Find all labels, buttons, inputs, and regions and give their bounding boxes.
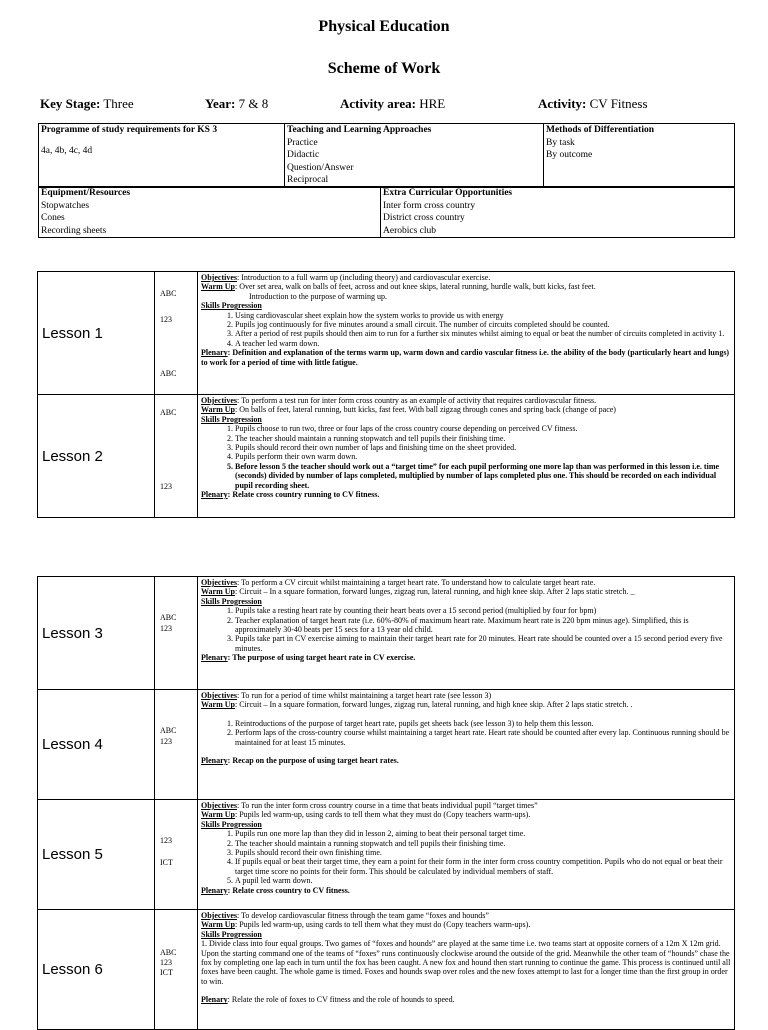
lesson-code: ABC — [160, 289, 177, 298]
skills-list — [201, 719, 731, 747]
skills-item: 1. Reintroductions of the purpose of target heart rate, pupils get sheets back (see lesson 3) to help them this lesson. — [235, 719, 731, 728]
methods-cell — [544, 124, 735, 188]
skills-item: 4. If pupils equal or beat their target time, they earn a point for their form in the inter form cross country competition. Pupils who do not equal or beat their target time score no points for their form. This should be calculated by individual members of staff. — [235, 857, 731, 876]
warm-up-label: Warm Up — [201, 587, 235, 597]
plenary-text: : Recap on the purpose of using target heart rates. — [227, 756, 399, 766]
lesson-code: ABC — [160, 613, 177, 622]
skills-label: Skills Progression — [201, 596, 262, 606]
warm-up-label: Warm Up — [201, 405, 235, 415]
plenary-label: Plenary — [201, 885, 228, 895]
skills-label: Skills Progression — [201, 819, 262, 829]
programme-heading: Programme of study requirements for KS 3 — [41, 125, 218, 135]
lesson-code: ICT — [160, 968, 173, 977]
warm-up-text: : Circuit – In a square formation, forward lunges, zigzag run, lateral running, and high knee skip. After 2 laps static stretch. . — [235, 700, 633, 710]
lesson-code: ABC — [160, 726, 177, 735]
year-value: 7 & 8 — [238, 96, 269, 111]
programme-cell — [39, 124, 285, 188]
skills-item: 2. Teacher explanation of target heart rate (i.e. 60%-80% of maximum heart rate. Maximum heart rate is 220 bpm minus age). Simplified, this is approximately 30-40 beats per 15 secs for a 13 year old child. — [235, 616, 731, 635]
lesson-code: 123 — [160, 624, 172, 633]
skills-item: 3. Pupils should record their own number of laps and finishing time on the sheet provided. — [235, 443, 731, 452]
plenary-text: : Relate the role of foxes to CV fitness and the role of hounds to speed. — [227, 995, 455, 1005]
lesson-code: 123 — [160, 836, 172, 845]
warm-up-extra: Introduction to the purpose of warming up. — [249, 291, 387, 301]
skills-list — [201, 311, 731, 349]
plenary-label: Plenary — [201, 995, 228, 1005]
page-title: Physical Education — [318, 18, 450, 35]
lesson-name: Lesson 5 — [38, 800, 155, 910]
teaching-heading: Teaching and Learning Approaches — [287, 125, 432, 135]
plenary-text: : Relate cross country to CV fitness. — [227, 885, 350, 895]
equipment-item: Cones — [41, 213, 65, 224]
key-stage — [40, 96, 134, 112]
skills-item: 1. Pupils choose to run two, three or four laps of the cross country course depending on perceived CV fitness. — [235, 424, 731, 433]
year-label: Year: — [205, 96, 236, 111]
activity-value: CV Fitness — [589, 96, 648, 111]
teaching-item: Reciprocal — [287, 175, 329, 186]
warm-up-text: : Pupils led warm-up, using cards to tell them what they must do (Copy teachers warm-ups). — [235, 810, 531, 820]
warm-up-text: : Circuit – In a square formation, forward lunges, zigzag run, lateral running, and high knee skip. After 2 laps static stretch. _ — [235, 587, 635, 597]
skills-label: Skills Progression — [201, 414, 262, 424]
lesson-code: 123 — [160, 315, 172, 324]
lesson-code: ABC — [160, 408, 177, 417]
equipment-heading: Equipment/Resources — [41, 188, 131, 198]
methods-item: By task — [546, 137, 575, 148]
skills-item: 2. The teacher should maintain a running stopwatch and tell pupils their finishing time. — [235, 434, 731, 443]
skills-item: 4. Pupils perform their own warm down. — [235, 452, 731, 461]
objectives-label: Objectives — [201, 691, 237, 700]
objectives-text: : Introduction to a full warm up (including theory) and cardiovascular exercise. — [237, 273, 491, 282]
methods-item: By outcome — [546, 150, 593, 161]
warm-up-label: Warm Up — [201, 810, 235, 820]
objectives-text: : To develop cardiovascular fitness through the team game “foxes and hounds” — [237, 911, 489, 920]
warm-up-label: Warm Up — [201, 282, 235, 292]
warm-up-text: : Over set area, walk on balls of feet, across and out knee skips, lateral running, hurdle walk, butt kicks, fast feet. — [235, 282, 596, 292]
activity-area-label: Activity area: — [340, 96, 416, 111]
lesson-name: Lesson 4 — [38, 690, 155, 800]
skills-label: Skills Progression — [201, 301, 262, 311]
skills-text: 1. Divide class into four equal groups. Two games of “foxes and hounds” are played at the same time i.e. two teams start at opposite corners of a 12m X 12m grid. Upon the starting command one of the teams of “foxes” runs continuously clockwise around the outside of the grid. Meanwhile the other team of “hounds” chase the fox by completing one lap each in turn until the fox has been caught. A new fox and hound then start running to continue the game. This process is continued until all foxes have been caught. The whole game is timed. Foxes and hounds swap over roles and the new foxes attempt to last for a longer time than the first group in order to win. — [201, 939, 731, 986]
objectives-label: Objectives — [201, 911, 237, 920]
skills-item: 1. Pupils take a resting heart rate by counting their heart beats over a 15 second period (multiplied by four for bpm) — [235, 606, 731, 615]
lesson-name: Lesson 6 — [38, 910, 155, 1030]
lesson-code: 123 — [160, 737, 172, 746]
skills-item: 5. A pupil led warm down. — [235, 876, 731, 885]
lesson-content — [198, 395, 735, 518]
objectives-text: : To run the inter form cross country course in a time that beats individual pupil “target times” — [237, 801, 538, 810]
objectives-text: : To run for a period of time whilst maintaining a target heart rate (see lesson 3) — [237, 691, 492, 700]
programme-table — [38, 123, 735, 188]
warm-up-text: : Pupils led warm-up, using cards to tell them what they must do (Copy teachers warm-ups). — [235, 920, 531, 930]
extra-item: Inter form cross country — [383, 200, 476, 211]
activity — [538, 96, 648, 112]
plenary-label: Plenary — [201, 653, 228, 663]
extra-item: District cross country — [383, 213, 465, 224]
lesson-codes — [155, 395, 198, 518]
extra-item: Aerobics club — [383, 225, 437, 236]
objectives-label: Objectives — [201, 273, 237, 282]
lesson-content — [198, 577, 735, 690]
lesson-code: 123 — [160, 958, 172, 967]
teaching-cell — [285, 124, 544, 188]
warm-up-label: Warm Up — [201, 920, 235, 930]
lesson-content — [198, 690, 735, 800]
lessons-table-2 — [37, 576, 735, 1030]
lesson-code: ABC — [160, 369, 177, 378]
activity-area — [340, 96, 445, 112]
activity-label: Activity: — [538, 96, 587, 111]
plenary-text: : Relate cross country running to CV fitness. — [227, 490, 380, 500]
teaching-item: Question/Answer — [287, 162, 354, 173]
skills-item: 2. Perform laps of the cross-country course whilst maintaining a target heart rate. Heart rate should be counted after every lap. Continuous running should be maintained for at least 15 minutes. — [235, 728, 731, 747]
objectives-label: Objectives — [201, 396, 237, 405]
resources-table — [38, 186, 735, 238]
activity-area-value: HRE — [419, 96, 446, 111]
lesson-codes — [155, 577, 198, 690]
plenary-label: Plenary — [201, 756, 228, 766]
lesson-codes — [155, 800, 198, 910]
objectives-text: : To perform a test run for inter form cross country as an example of activity that requires cardiovascular fitness. — [237, 396, 597, 405]
lesson-name: Lesson 2 — [38, 395, 155, 518]
teaching-item: Didactic — [287, 150, 320, 161]
lessons-table-1 — [37, 271, 735, 518]
teaching-item: Practice — [287, 137, 318, 148]
objectives-label: Objectives — [201, 801, 237, 810]
warm-up-label: Warm Up — [201, 700, 235, 710]
lesson-code: 123 — [160, 482, 172, 491]
warm-up-text: : On balls of feet, lateral running, butt kicks, fast feet. With ball zigzag through cones and spring back (change of pace) — [235, 405, 616, 415]
equipment-cell — [39, 187, 381, 238]
programme-codes: 4a, 4b, 4c, 4d — [41, 145, 93, 156]
plenary-text: : Definition and explanation of the terms warm up, warm down and cardio vascular fitness i.e. the ability of the body (particularly heart and lungs) to work for a period of time with little fatigue. — [201, 348, 730, 367]
lesson-codes — [155, 690, 198, 800]
skills-item: 5. Before lesson 5 the teacher should work out a “target time” for each pupil performing one more lap than was performed in this lesson i.e. time (seconds) divided by number of laps completed, multiplied by number of laps completed plus one. This should be recorded on each individual pupil recording sheet. — [235, 462, 731, 490]
plenary-text: : The purpose of using target heart rate in CV exercise. — [227, 653, 416, 663]
lesson-content — [198, 800, 735, 910]
key-stage-label: Key Stage: — [40, 96, 101, 111]
lesson-content — [198, 910, 735, 1030]
skills-list — [201, 829, 731, 885]
lesson-code: ICT — [160, 858, 173, 867]
objectives-text: : To perform a CV circuit whilst maintaining a target heart rate. To understand how to calculate target heart rate. — [237, 578, 596, 587]
skills-item: 3. Pupils should record their own finishing time. — [235, 848, 731, 857]
page-subtitle: Scheme of Work — [327, 60, 441, 77]
plenary-label: Plenary — [201, 348, 228, 358]
skills-item: 4. A teacher led warm down. — [235, 339, 731, 348]
objectives-label: Objectives — [201, 578, 237, 587]
lesson-content — [198, 272, 735, 395]
equipment-item: Stopwatches — [41, 200, 90, 211]
skills-list — [201, 424, 731, 490]
skills-item: 1. Pupils run one more lap than they did in lesson 2, aiming to beat their personal target time. — [235, 829, 731, 838]
lesson-code: ABC — [160, 948, 177, 957]
extra-heading: Extra Curricular Opportunities — [383, 188, 513, 198]
year — [205, 96, 268, 112]
lesson-name: Lesson 1 — [38, 272, 155, 395]
plenary-label: Plenary — [201, 490, 228, 500]
skills-item: 2. The teacher should maintain a running stopwatch and tell pupils their finishing time. — [235, 839, 731, 848]
lesson-name: Lesson 3 — [38, 577, 155, 690]
lesson-codes — [155, 272, 198, 395]
skills-item: 3. After a period of rest pupils should then aim to run for a further six minutes whilst aiming to equal or beat the number of circuits completed in activity 1. — [235, 329, 731, 338]
skills-item: 3. Pupils take part in CV exercise aiming to maintain their target heart rate for 20 minutes. Heart rate should be counted over a 15 second period every five minutes. — [235, 634, 731, 653]
lesson-codes — [155, 910, 198, 1030]
skills-item: 2. Pupils jog continuously for five minutes around a small circuit. The number of circuits completed should be counted. — [235, 320, 731, 329]
methods-heading: Methods of Differentiation — [546, 125, 655, 135]
key-stage-value: Three — [103, 96, 134, 111]
extra-cell — [381, 187, 735, 238]
skills-label: Skills Progression — [201, 929, 262, 939]
skills-item: 1. Using cardiovascular sheet explain how the system works to provide us with energy — [235, 311, 731, 320]
skills-list — [201, 606, 731, 653]
equipment-item: Recording sheets — [41, 225, 107, 236]
